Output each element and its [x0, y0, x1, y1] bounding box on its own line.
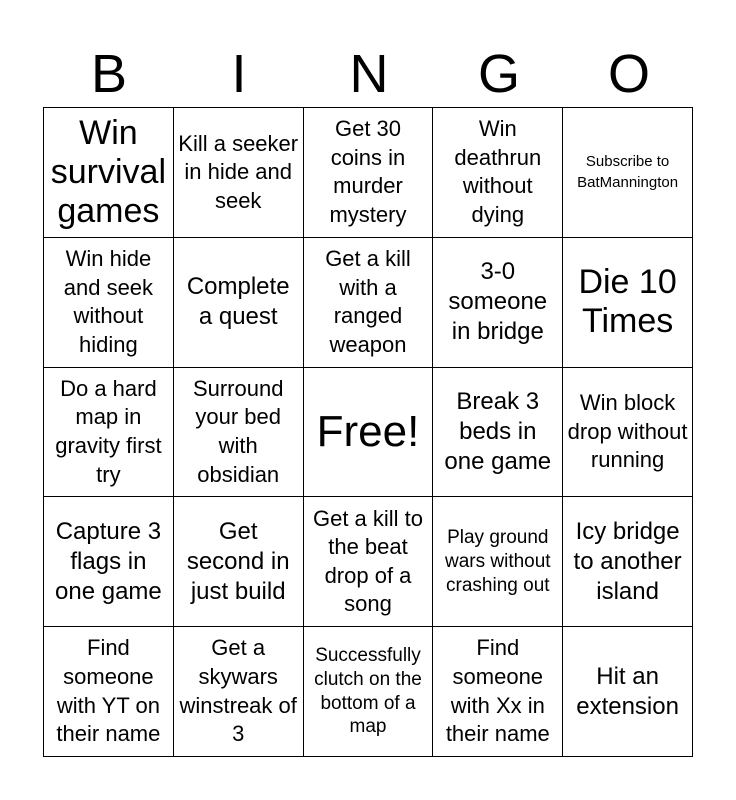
cell-text: Surround your bed with obsidian: [192, 375, 284, 487]
bingo-cell[interactable]: [433, 108, 563, 238]
header-letter-n: N: [349, 44, 389, 104]
cell-text: Do a hard map in gravity first try: [55, 375, 162, 487]
bingo-cell[interactable]: [304, 497, 434, 627]
cell-text: Find someone with YT on their name: [56, 635, 161, 747]
bingo-cell[interactable]: [563, 108, 693, 238]
cell-text: Play ground wars without crashing out: [444, 527, 551, 596]
cell-text: Get 30 coins in murder mystery: [329, 116, 407, 227]
cell-text: Get a kill to the beat drop of a song: [312, 505, 424, 617]
cell-text: Find someone with Xx in their name: [445, 635, 550, 747]
cell-text: Successfully clutch on the bottom of a map: [314, 645, 422, 738]
cell-text: Win survival games: [50, 113, 167, 230]
header-letter-o: O: [607, 44, 650, 104]
bingo-cell[interactable]: [304, 627, 434, 757]
bingo-cell[interactable]: [433, 368, 563, 498]
cell-text: Icy bridge to another island: [573, 517, 682, 605]
bingo-cell[interactable]: [44, 108, 174, 238]
cell-text: Get second in just build: [186, 517, 290, 605]
cell-text: Subscribe to BatMannington: [577, 152, 679, 192]
cell-text: Kill a seeker in hide and seek: [178, 130, 299, 213]
bingo-cell[interactable]: [44, 368, 174, 498]
bingo-cell[interactable]: [174, 368, 304, 498]
bingo-cell[interactable]: [563, 238, 693, 368]
bingo-cell[interactable]: [304, 108, 434, 238]
cell-text: Complete a quest: [186, 273, 290, 331]
cell-text: Die 10 Times: [578, 263, 677, 341]
bingo-cell[interactable]: [563, 368, 693, 498]
bingo-cell[interactable]: [174, 108, 304, 238]
header-letter-b: B: [90, 44, 128, 104]
bingo-cell[interactable]: [563, 627, 693, 757]
header-letter-g: G: [477, 44, 520, 104]
cell-text: Capture 3 flags in one game: [55, 517, 162, 605]
bingo-cell[interactable]: [563, 497, 693, 627]
bingo-cell[interactable]: [304, 238, 434, 368]
bingo-cell[interactable]: [174, 497, 304, 627]
free-space-label: Free!: [316, 406, 420, 456]
cell-text: Get a skywars winstreak of 3: [179, 635, 297, 747]
header-letter-i: I: [231, 44, 247, 104]
bingo-cell[interactable]: [433, 627, 563, 757]
cell-text: Hit an extension: [576, 662, 679, 720]
cell-text: Win block drop without running: [567, 390, 688, 473]
cell-text: Win deathrun without dying: [454, 116, 542, 227]
bingo-cell[interactable]: [44, 627, 174, 757]
bingo-cell[interactable]: [433, 238, 563, 368]
bingo-cell[interactable]: [174, 238, 304, 368]
bingo-header: [44, 40, 694, 108]
cell-text: Get a kill with a ranged weapon: [325, 246, 411, 357]
bingo-cell[interactable]: [174, 627, 304, 757]
bingo-cell[interactable]: [44, 238, 174, 368]
bingo-board: [43, 107, 693, 757]
cell-text: Win hide and seek without hiding: [63, 246, 154, 357]
cell-text: 3-0 someone in bridge: [448, 258, 548, 346]
cell-text: Break 3 beds in one game: [444, 387, 552, 475]
free-space-cell[interactable]: [304, 368, 434, 498]
bingo-cell[interactable]: [44, 497, 174, 627]
bingo-cell[interactable]: [433, 497, 563, 627]
